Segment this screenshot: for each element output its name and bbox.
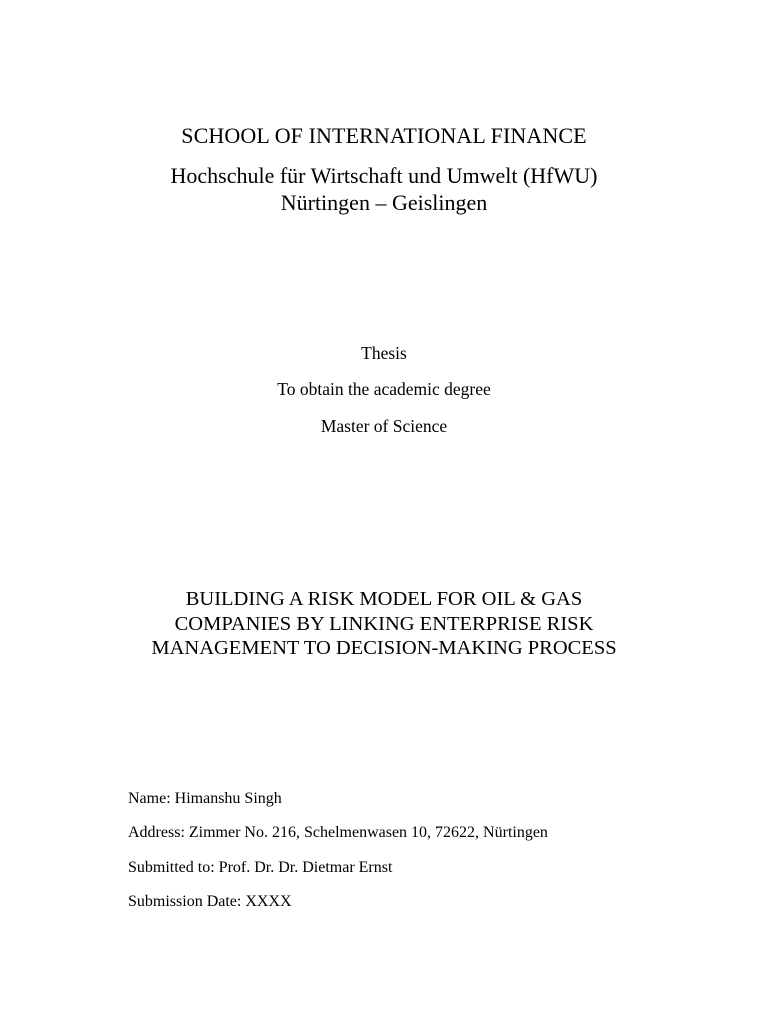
thesis-title bbox=[0, 587, 768, 661]
institution-location: Nürtingen – Geislingen bbox=[280, 190, 488, 215]
author-details bbox=[128, 789, 748, 926]
thesis-type: Thesis bbox=[361, 343, 407, 363]
submitted-to: Submitted to: Prof. Dr. Dr. Dietmar Ernst bbox=[128, 858, 393, 876]
thesis-purpose: To obtain the academic degree bbox=[277, 379, 491, 399]
author-address: Address: Zimmer No. 216, Schelmenwasen 10, 72622, Nürtingen bbox=[128, 824, 548, 842]
thesis-title-line-1: BUILDING A RISK MODEL FOR OIL & GAS bbox=[185, 588, 583, 610]
institution-name: Hochschule für Wirtschaft und Umwelt (HfWU) bbox=[170, 163, 598, 188]
author-name: Name: Himanshu Singh bbox=[128, 790, 282, 807]
submission-date: Submission Date: XXXX bbox=[128, 892, 292, 910]
thesis-title-line-3: MANAGEMENT TO DECISION-MAKING PROCESS bbox=[151, 637, 617, 659]
school-name: SCHOOL OF INTERNATIONAL FINANCE bbox=[181, 123, 587, 148]
thesis-degree: Master of Science bbox=[320, 416, 448, 436]
thesis-title-line-2: COMPANIES BY LINKING ENTERPRISE RISK bbox=[174, 612, 594, 635]
